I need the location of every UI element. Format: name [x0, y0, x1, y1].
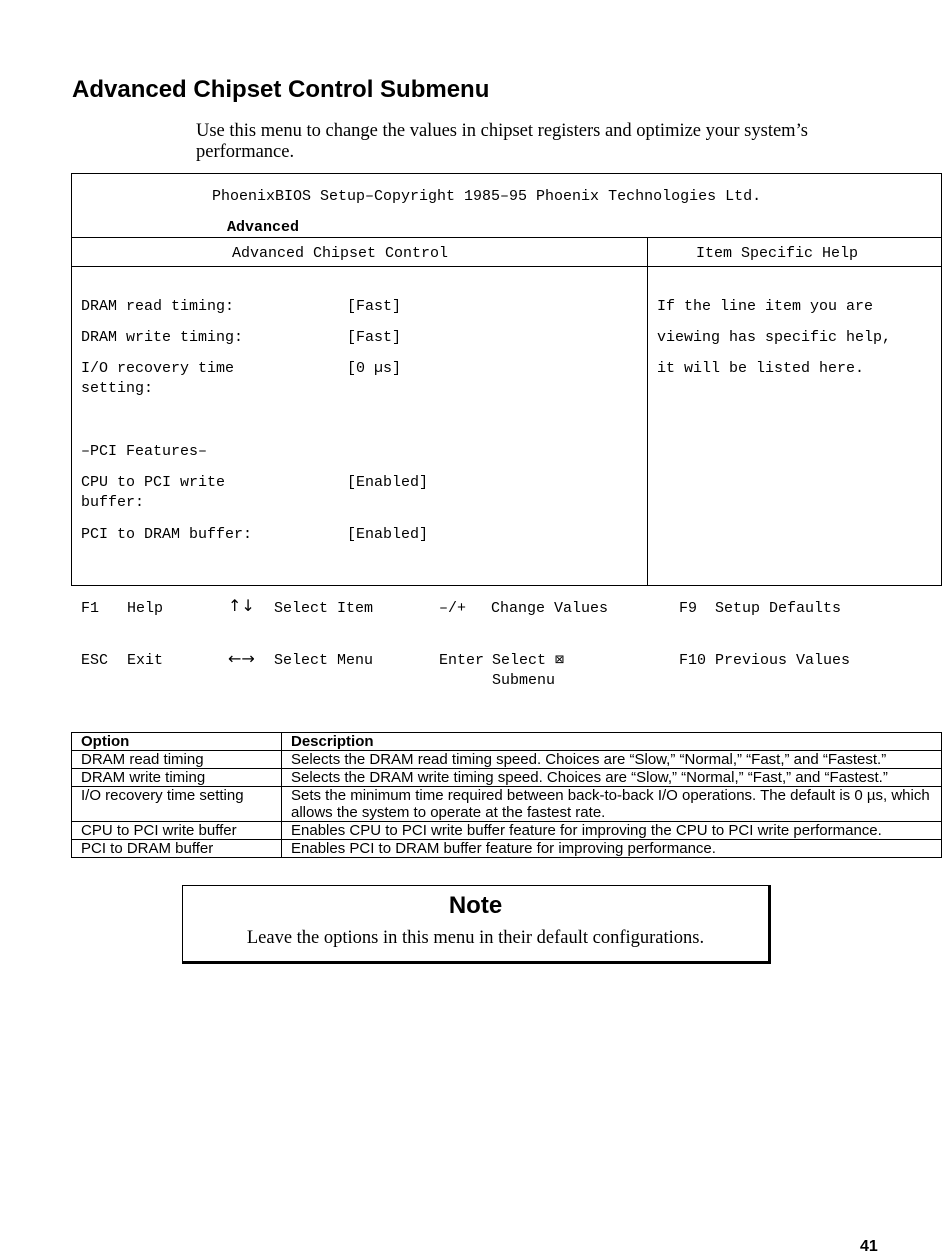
column-header-description: Description	[282, 733, 942, 751]
note-box	[182, 885, 771, 964]
panel-title: Advanced Chipset Control	[232, 245, 449, 262]
key-change-values: Change Values	[491, 600, 609, 617]
item-dram-write-value[interactable]: [Fast]	[347, 329, 402, 346]
help-title: Item Specific Help	[696, 245, 859, 262]
item-cpu-pci-write-label[interactable]: CPU to PCI write buffer:	[81, 474, 226, 511]
column-header-option: Option	[72, 733, 282, 751]
table-cell-description: Selects the DRAM read timing speed. Choices are “Slow,” “Normal,” “Fast,” and “Fastest.”	[282, 751, 942, 769]
key-select-menu: Select Menu	[274, 652, 374, 669]
key-select-item: Select Item	[274, 600, 374, 617]
key-f9-setup-defaults: F9 Setup Defaults	[679, 600, 842, 617]
item-pci-dram-value[interactable]: [Enabled]	[347, 526, 429, 543]
section-header-pci: –PCI Features–	[81, 443, 208, 460]
note-text: Leave the options in this menu in their default configurations.	[246, 928, 705, 948]
help-line: viewing has specific help,	[657, 329, 892, 346]
key-f1-label: Help	[127, 600, 164, 617]
divider	[72, 266, 941, 267]
table-cell-option: PCI to DRAM buffer	[72, 840, 282, 858]
item-dram-write-label[interactable]: DRAM write timing:	[81, 329, 244, 346]
table-row	[72, 769, 942, 787]
bios-screen	[71, 173, 942, 586]
help-line: it will be listed here.	[657, 360, 865, 377]
item-pci-dram-label[interactable]: PCI to DRAM buffer:	[81, 526, 253, 543]
table-row	[72, 751, 942, 769]
table-header-row	[72, 733, 942, 751]
key-f1: F1	[81, 600, 100, 617]
tab-advanced[interactable]: Advanced	[227, 219, 300, 236]
key-f10-previous-values: F10 Previous Values	[679, 652, 851, 669]
item-cpu-pci-write-value[interactable]: [Enabled]	[347, 474, 429, 491]
table-cell-description: Enables PCI to DRAM buffer feature for improving performance.	[282, 840, 942, 858]
key-select-submenu: Select ⊠ Submenu	[492, 652, 565, 689]
item-io-recovery-value[interactable]: [0 µs]	[347, 360, 402, 377]
table-cell-option: DRAM write timing	[72, 769, 282, 787]
table-cell-description: Enables CPU to PCI write buffer feature for improving the CPU to PCI write performance.	[282, 822, 942, 840]
divider	[72, 237, 941, 238]
note-title: Note	[448, 892, 503, 919]
table-cell-option: CPU to PCI write buffer	[72, 822, 282, 840]
table-cell-description: Sets the minimum time required between back-to-back I/O operations. The default is 0 µs, which allows the system to operate at the fastest rate.	[282, 787, 942, 822]
item-dram-read-value[interactable]: [Fast]	[347, 298, 402, 315]
key-esc-label: Exit	[127, 652, 164, 669]
table-row	[72, 822, 942, 840]
table-row	[72, 787, 942, 822]
help-line: If the line item you are	[657, 298, 874, 315]
left-right-arrow-icon: ←→	[228, 649, 255, 668]
table-cell-option: I/O recovery time setting	[72, 787, 282, 822]
divider	[647, 237, 648, 585]
key-esc: ESC	[81, 652, 109, 669]
item-dram-read-label[interactable]: DRAM read timing:	[81, 298, 235, 315]
up-down-arrow-icon: ↑↓	[228, 596, 255, 615]
table-row	[72, 840, 942, 858]
table-cell-option: DRAM read timing	[72, 751, 282, 769]
key-plus-minus: –/+	[439, 600, 467, 617]
page-title: Advanced Chipset Control Submenu	[72, 76, 490, 103]
table-cell-description: Selects the DRAM write timing speed. Choices are “Slow,” “Normal,” “Fast,” and “Fastest.”	[282, 769, 942, 787]
item-io-recovery-label[interactable]: I/O recovery time setting:	[81, 360, 235, 397]
key-enter: Enter	[439, 652, 485, 669]
page-number: 41	[860, 1238, 878, 1255]
intro-paragraph: Use this menu to change the values in chipset registers and optimize your system’s performance.	[196, 121, 808, 162]
bios-copyright: PhoenixBIOS Setup–Copyright 1985–95 Phoenix Technologies Ltd.	[212, 188, 762, 205]
options-table	[71, 732, 942, 858]
